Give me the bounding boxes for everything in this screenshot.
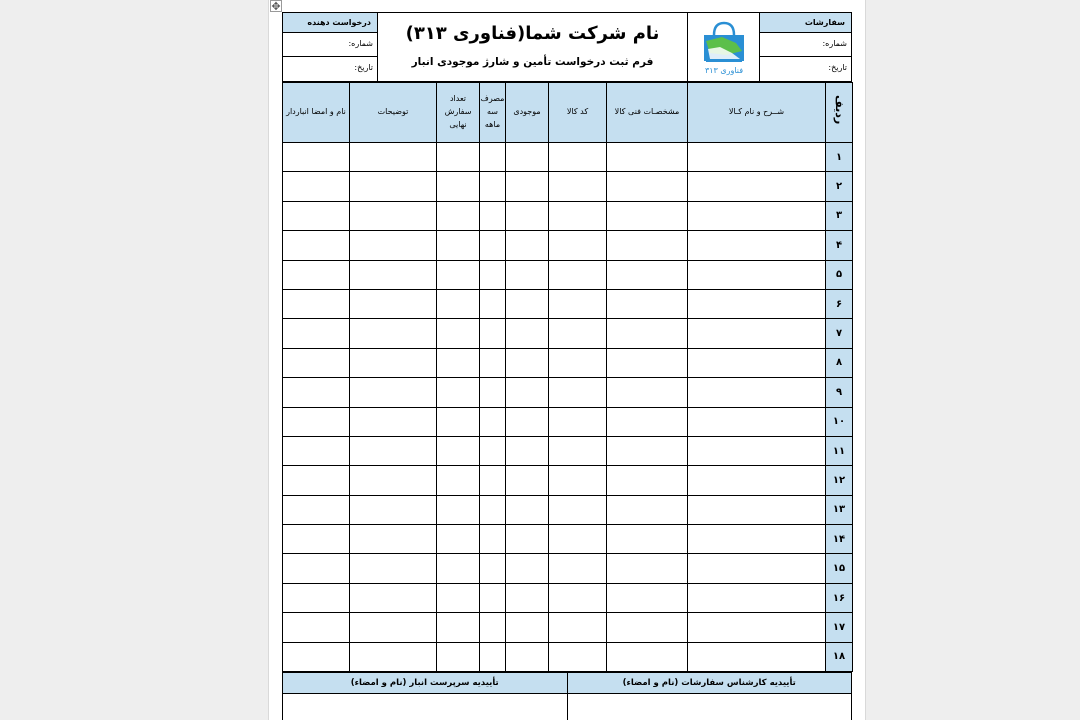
cell-stock[interactable]: [506, 495, 549, 524]
table-row: [283, 231, 853, 260]
cell-final-order[interactable]: [437, 495, 480, 524]
cell-stock[interactable]: [506, 642, 549, 671]
company-title: نام شرکت شما(فناوری ۳۱۳): [405, 23, 660, 44]
row-number: ۵: [826, 260, 853, 289]
cell-spec[interactable]: [607, 289, 688, 318]
cell-stock[interactable]: [506, 525, 549, 554]
cell-desc[interactable]: [688, 172, 826, 201]
cell-final-order[interactable]: [437, 260, 480, 289]
table-row: [283, 583, 853, 612]
col-header-usage: مصرف سه ماهه: [480, 83, 506, 143]
cell-spec[interactable]: [607, 583, 688, 612]
cell-code[interactable]: [549, 583, 607, 612]
cell-notes[interactable]: [350, 583, 437, 612]
cell-final-order[interactable]: [437, 642, 480, 671]
cell-keeper[interactable]: [283, 554, 350, 583]
radif-label: ردیف: [832, 95, 846, 125]
cell-stock[interactable]: [506, 613, 549, 642]
cell-stock[interactable]: [506, 260, 549, 289]
cell-spec[interactable]: [607, 319, 688, 348]
cell-usage[interactable]: [480, 201, 506, 230]
cell-final-order[interactable]: [437, 201, 480, 230]
cell-keeper[interactable]: [283, 583, 350, 612]
table-row: [283, 172, 853, 201]
row-number: ۴: [826, 231, 853, 260]
cell-notes[interactable]: [350, 260, 437, 289]
cell-spec[interactable]: [607, 613, 688, 642]
cell-code[interactable]: [549, 554, 607, 583]
row-number: ۸: [826, 348, 853, 377]
requester-box: [283, 13, 378, 81]
row-number: ۳: [826, 201, 853, 230]
cell-usage[interactable]: [480, 289, 506, 318]
cell-final-order[interactable]: [437, 613, 480, 642]
cell-desc[interactable]: [688, 231, 826, 260]
cell-notes[interactable]: [350, 613, 437, 642]
col-header-spec: مشخصـات فنی کالا: [607, 83, 688, 143]
cell-usage[interactable]: [480, 613, 506, 642]
table-row: [283, 407, 853, 436]
cell-desc[interactable]: [688, 260, 826, 289]
cell-final-order[interactable]: [437, 525, 480, 554]
cell-notes[interactable]: [350, 289, 437, 318]
row-number: ۱۱: [826, 436, 853, 465]
table-header-row: [283, 83, 853, 143]
table-row: [283, 495, 853, 524]
cell-final-order[interactable]: [437, 143, 480, 172]
cell-code[interactable]: [549, 613, 607, 642]
cell-notes[interactable]: [350, 201, 437, 230]
cell-keeper[interactable]: [283, 466, 350, 495]
form-header: [282, 12, 852, 82]
cell-final-order[interactable]: [437, 348, 480, 377]
cell-code[interactable]: [549, 642, 607, 671]
cell-keeper[interactable]: [283, 201, 350, 230]
cell-notes[interactable]: [350, 525, 437, 554]
cell-stock[interactable]: [506, 378, 549, 407]
table-row: [283, 466, 853, 495]
cell-notes[interactable]: [350, 143, 437, 172]
cell-code[interactable]: [549, 143, 607, 172]
orders-expert-signature-cell[interactable]: [567, 694, 852, 720]
cell-desc[interactable]: [688, 319, 826, 348]
row-number: ۱۲: [826, 466, 853, 495]
approval-table: [282, 672, 852, 720]
cell-keeper[interactable]: [283, 642, 350, 671]
cell-usage[interactable]: [480, 319, 506, 348]
cell-code[interactable]: [549, 289, 607, 318]
cell-keeper[interactable]: [283, 231, 350, 260]
cell-notes[interactable]: [350, 554, 437, 583]
cell-stock[interactable]: [506, 554, 549, 583]
col-header-notes: توضیحات: [350, 83, 437, 143]
cell-code[interactable]: [549, 407, 607, 436]
row-number: ۹: [826, 378, 853, 407]
cell-notes[interactable]: [350, 642, 437, 671]
cell-notes[interactable]: [350, 319, 437, 348]
row-number: ۱۴: [826, 525, 853, 554]
row-number: ۱۳: [826, 495, 853, 524]
cell-spec[interactable]: [607, 378, 688, 407]
orders-heading: سفارشات: [760, 13, 851, 33]
cell-keeper[interactable]: [283, 348, 350, 377]
row-number: ۶: [826, 289, 853, 318]
table-row: [283, 436, 853, 465]
orders-date-field[interactable]: تاریخ:: [828, 63, 847, 72]
cell-spec[interactable]: [607, 143, 688, 172]
cell-code[interactable]: [549, 436, 607, 465]
cell-final-order[interactable]: [437, 231, 480, 260]
logo-text: فناوری ۳۱۳: [704, 66, 744, 75]
cell-desc[interactable]: [688, 436, 826, 465]
table-row: [283, 143, 853, 172]
cell-final-order[interactable]: [437, 466, 480, 495]
cell-spec[interactable]: [607, 260, 688, 289]
cell-stock[interactable]: [506, 231, 549, 260]
cell-spec[interactable]: [607, 466, 688, 495]
table-row: [283, 201, 853, 230]
cell-keeper[interactable]: [283, 495, 350, 524]
cell-usage[interactable]: [480, 554, 506, 583]
cell-code[interactable]: [549, 495, 607, 524]
cell-final-order[interactable]: [437, 378, 480, 407]
cell-keeper[interactable]: [283, 378, 350, 407]
cell-code[interactable]: [549, 172, 607, 201]
cell-code[interactable]: [549, 201, 607, 230]
cell-desc[interactable]: [688, 525, 826, 554]
cell-notes[interactable]: [350, 407, 437, 436]
cell-desc[interactable]: [688, 289, 826, 318]
requester-number-field[interactable]: شماره:: [283, 33, 377, 57]
row-number: ۱۷: [826, 613, 853, 642]
cell-code[interactable]: [549, 525, 607, 554]
cell-code[interactable]: [549, 466, 607, 495]
cell-usage[interactable]: [480, 525, 506, 554]
cell-stock[interactable]: [506, 201, 549, 230]
cell-keeper[interactable]: [283, 319, 350, 348]
row-number: ۱: [826, 143, 853, 172]
cell-desc[interactable]: [688, 554, 826, 583]
col-header-final-order: تعداد سفارش نهایی: [437, 83, 480, 143]
table-row: [283, 378, 853, 407]
cell-desc[interactable]: [688, 583, 826, 612]
company-logo: [696, 19, 752, 77]
row-number: ۱۵: [826, 554, 853, 583]
cell-usage[interactable]: [480, 143, 506, 172]
cell-final-order[interactable]: [437, 289, 480, 318]
row-number: ۷: [826, 319, 853, 348]
cell-usage[interactable]: [480, 466, 506, 495]
cell-notes[interactable]: [350, 495, 437, 524]
cell-notes[interactable]: [350, 378, 437, 407]
cell-notes[interactable]: [350, 172, 437, 201]
cell-spec[interactable]: [607, 642, 688, 671]
cell-final-order[interactable]: [437, 554, 480, 583]
table-move-handle-icon[interactable]: ✥: [271, 0, 281, 13]
cell-keeper[interactable]: [283, 525, 350, 554]
cell-final-order[interactable]: [437, 172, 480, 201]
logo-box: [687, 13, 759, 81]
requester-heading: درخواست دهنده: [283, 13, 377, 33]
cell-spec[interactable]: [607, 348, 688, 377]
cell-final-order[interactable]: [437, 319, 480, 348]
cell-usage[interactable]: [480, 378, 506, 407]
cell-spec[interactable]: [607, 231, 688, 260]
table-row: [283, 289, 853, 318]
cell-spec[interactable]: [607, 525, 688, 554]
cell-spec[interactable]: [607, 495, 688, 524]
row-number: ۱۰: [826, 407, 853, 436]
cell-code[interactable]: [549, 319, 607, 348]
cell-stock[interactable]: [506, 466, 549, 495]
cell-code[interactable]: [549, 378, 607, 407]
table-row: [283, 319, 853, 348]
cell-usage[interactable]: [480, 172, 506, 201]
row-number: ۱۶: [826, 583, 853, 612]
cell-final-order[interactable]: [437, 583, 480, 612]
cell-notes[interactable]: [350, 436, 437, 465]
cell-desc[interactable]: [688, 642, 826, 671]
cell-desc[interactable]: [688, 143, 826, 172]
cell-notes[interactable]: [350, 348, 437, 377]
request-form: [282, 12, 852, 720]
cell-desc[interactable]: [688, 378, 826, 407]
cell-usage[interactable]: [480, 231, 506, 260]
cell-code[interactable]: [549, 231, 607, 260]
row-number: ۱۸: [826, 642, 853, 671]
cell-desc[interactable]: [688, 495, 826, 524]
cell-keeper[interactable]: [283, 172, 350, 201]
items-table: [282, 82, 853, 672]
cell-desc[interactable]: [688, 407, 826, 436]
table-row: [283, 525, 853, 554]
cell-usage[interactable]: [480, 436, 506, 465]
table-row: [283, 260, 853, 289]
cell-notes[interactable]: [350, 466, 437, 495]
col-header-desc: شــرح و نام کـالا: [688, 83, 826, 143]
table-row: [283, 348, 853, 377]
col-header-stock: موجودی: [506, 83, 549, 143]
col-header-keeper: نام و امضا انباردار: [283, 83, 350, 143]
cell-keeper[interactable]: [283, 143, 350, 172]
cell-stock[interactable]: [506, 583, 549, 612]
cell-desc[interactable]: [688, 348, 826, 377]
cell-keeper[interactable]: [283, 436, 350, 465]
orders-number-field[interactable]: شماره:: [760, 33, 851, 57]
form-subtitle: فرم ثبت درخواست تأمین و شارژ موجودی انبار: [411, 56, 654, 68]
cell-desc[interactable]: [688, 466, 826, 495]
cell-spec[interactable]: [607, 554, 688, 583]
table-row: [283, 642, 853, 671]
cell-notes[interactable]: [350, 231, 437, 260]
cell-keeper[interactable]: [283, 260, 350, 289]
cell-usage[interactable]: [480, 642, 506, 671]
warehouse-supervisor-signature-cell[interactable]: [283, 694, 568, 720]
cell-usage[interactable]: [480, 260, 506, 289]
cell-final-order[interactable]: [437, 436, 480, 465]
cell-usage[interactable]: [480, 348, 506, 377]
table-row: [283, 554, 853, 583]
cell-stock[interactable]: [506, 348, 549, 377]
col-header-code: کد کالا: [549, 83, 607, 143]
requester-date-field[interactable]: تاریخ:: [354, 63, 373, 72]
cell-desc[interactable]: [688, 613, 826, 642]
cell-stock[interactable]: [506, 143, 549, 172]
cell-stock[interactable]: [506, 407, 549, 436]
orders-box: [759, 13, 851, 81]
cell-usage[interactable]: [480, 495, 506, 524]
cell-spec[interactable]: [607, 172, 688, 201]
cell-keeper[interactable]: [283, 407, 350, 436]
cell-desc[interactable]: [688, 201, 826, 230]
cell-code[interactable]: [549, 260, 607, 289]
table-row: [283, 613, 853, 642]
title-box: [378, 13, 687, 81]
cell-stock[interactable]: [506, 319, 549, 348]
col-header-radif: [826, 83, 853, 143]
cell-code[interactable]: [549, 348, 607, 377]
cell-stock[interactable]: [506, 172, 549, 201]
row-number: ۲: [826, 172, 853, 201]
warehouse-supervisor-approval-label: تأییدیه سرپرست انبار (نام و امضاء): [283, 673, 568, 694]
orders-expert-approval-label: تأییدیه کارشناس سفارشات (نام و امضاء): [567, 673, 852, 694]
cell-spec[interactable]: [607, 201, 688, 230]
cell-keeper[interactable]: [283, 289, 350, 318]
cell-usage[interactable]: [480, 407, 506, 436]
cell-stock[interactable]: [506, 289, 549, 318]
cell-stock[interactable]: [506, 436, 549, 465]
cell-final-order[interactable]: [437, 407, 480, 436]
cell-spec[interactable]: [607, 407, 688, 436]
cell-spec[interactable]: [607, 436, 688, 465]
cell-keeper[interactable]: [283, 613, 350, 642]
cell-usage[interactable]: [480, 583, 506, 612]
